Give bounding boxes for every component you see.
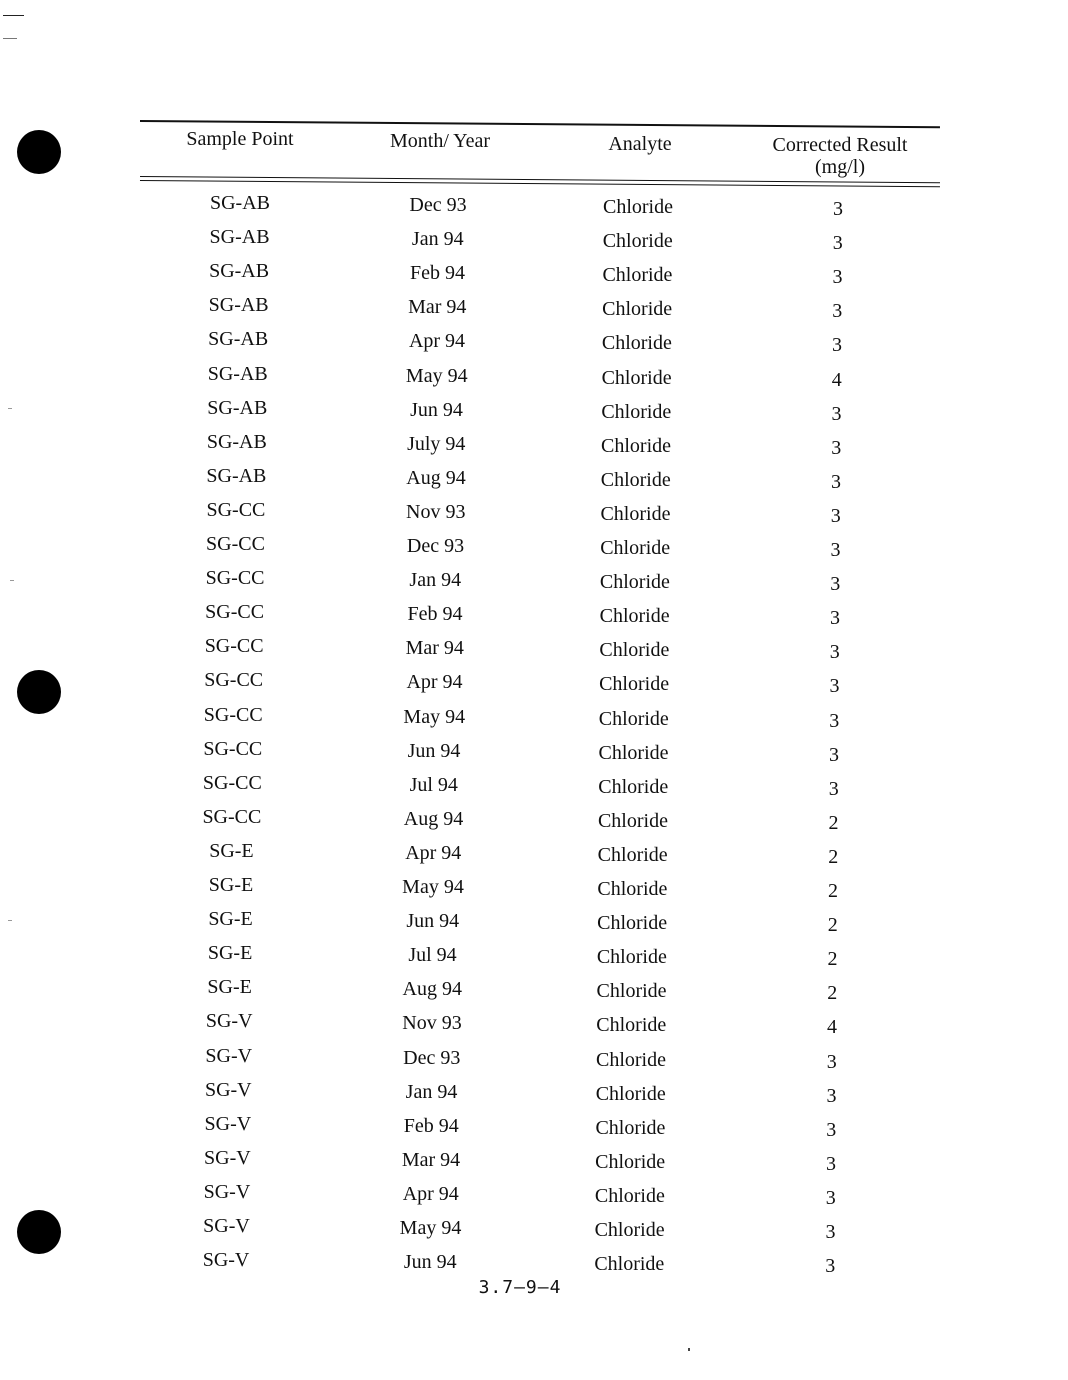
cell-analyte: Chloride [598, 707, 669, 730]
cell-sample-point: SG-V [202, 1249, 250, 1272]
cell-analyte: Chloride [596, 980, 667, 1003]
cell-corrected-result: 3 [828, 777, 839, 800]
cell-analyte: Chloride [596, 1048, 666, 1071]
cell-corrected-result: 2 [828, 845, 839, 868]
cell-month-year: Nov 93 [406, 500, 466, 523]
cell-month-year: Jan 94 [411, 228, 464, 251]
cell-corrected-result: 3 [830, 504, 841, 527]
table-row [0, 397, 1068, 431]
cell-corrected-result: 3 [830, 607, 840, 630]
cell-corrected-result: 3 [829, 641, 840, 664]
cell-corrected-result: 2 [827, 914, 838, 937]
cell-analyte: Chloride [597, 912, 668, 935]
cell-month-year: Aug 94 [403, 807, 464, 830]
cell-month-year: Feb 94 [407, 603, 463, 626]
cell-analyte: Chloride [594, 1184, 665, 1207]
cell-sample-point: SG-AB [208, 294, 269, 317]
cell-month-year: Dec 93 [403, 1046, 461, 1069]
cell-sample-point: SG-CC [203, 737, 263, 760]
table-row [0, 499, 1068, 533]
cell-sample-point: SG-E [207, 942, 253, 965]
table-row [0, 635, 1068, 669]
table-row [0, 192, 1068, 226]
cell-sample-point: SG-V [204, 1146, 251, 1169]
cell-month-year: Apr 94 [406, 671, 463, 694]
cell-analyte: Chloride [601, 332, 672, 355]
cell-analyte: Chloride [594, 1219, 665, 1241]
cell-analyte: Chloride [599, 605, 670, 628]
cell-sample-point: SG-CC [206, 533, 265, 555]
table-row [0, 1215, 1068, 1249]
header-month-year: Month/ Year [389, 130, 490, 152]
cell-month-year: Jan 94 [409, 569, 462, 592]
table-row [0, 874, 1068, 908]
cell-analyte: Chloride [601, 400, 672, 423]
cell-analyte: Chloride [595, 1116, 666, 1139]
table-row [0, 942, 1068, 976]
table-row [0, 1010, 1068, 1044]
cell-analyte: Chloride [594, 1253, 665, 1276]
cell-sample-point: SG-AB [209, 192, 270, 214]
table-row [0, 669, 1068, 703]
table-row [0, 465, 1068, 499]
cell-analyte: Chloride [600, 468, 671, 491]
cell-corrected-result: 3 [829, 709, 840, 732]
cell-sample-point: SG-AB [206, 464, 267, 487]
cell-analyte: Chloride [600, 537, 671, 559]
cell-month-year: Mar 94 [405, 637, 464, 660]
table-row [0, 806, 1068, 840]
table-row [0, 226, 1068, 260]
table-row [0, 976, 1068, 1010]
cell-corrected-result: 3 [831, 402, 842, 425]
cell-month-year: Jun 94 [407, 739, 461, 762]
cell-month-year: May 94 [402, 876, 464, 898]
cell-sample-point: SG-CC [206, 498, 266, 521]
cell-analyte: Chloride [601, 366, 672, 389]
header-analyte: Analyte [608, 133, 672, 155]
cell-corrected-result: 3 [826, 1084, 837, 1107]
cell-sample-point: SG-CC [203, 703, 263, 726]
header-corrected-result-line1: Corrected Result [772, 134, 908, 156]
cell-sample-point: SG-CC [202, 805, 262, 828]
cell-analyte: Chloride [595, 1150, 666, 1173]
cell-analyte: Chloride [599, 639, 670, 662]
table-row [0, 328, 1068, 362]
cell-corrected-result: 3 [831, 470, 841, 493]
cell-month-year: May 94 [405, 364, 468, 387]
cell-corrected-result: 2 [828, 880, 838, 902]
cell-corrected-result: 3 [830, 539, 841, 561]
cell-sample-point: SG-V [203, 1215, 250, 1237]
cell-month-year: July 94 [407, 432, 466, 455]
header-sample-point: Sample Point [186, 128, 294, 150]
cell-sample-point: SG-E [208, 874, 254, 896]
cell-sample-point: SG-V [203, 1180, 251, 1203]
cell-month-year: Aug 94 [406, 466, 466, 489]
cell-month-year: Jul 94 [409, 773, 458, 796]
table-row [0, 704, 1068, 738]
cell-analyte: Chloride [596, 1014, 667, 1037]
table-row [0, 1181, 1068, 1215]
cell-analyte: Chloride [603, 196, 673, 218]
cell-analyte: Chloride [595, 1082, 666, 1105]
cell-month-year: Dec 93 [409, 194, 467, 216]
cell-corrected-result: 3 [830, 573, 841, 596]
cell-corrected-result: 3 [826, 1152, 836, 1175]
cell-month-year: Jun 94 [410, 398, 463, 421]
cell-month-year: Jun 94 [403, 1251, 457, 1274]
cell-sample-point: SG-AB [206, 430, 267, 453]
cell-sample-point: SG-AB [207, 362, 268, 385]
cell-month-year: Aug 94 [402, 978, 462, 1001]
cell-analyte: Chloride [597, 878, 668, 900]
cell-corrected-result: 3 [831, 436, 842, 459]
table-row [0, 1147, 1068, 1181]
cell-month-year: Apr 94 [402, 1182, 459, 1205]
cell-sample-point: SG-V [204, 1078, 252, 1101]
cell-analyte: Chloride [602, 298, 673, 321]
page-number: 3.7–9–4 [478, 1277, 562, 1298]
table-row [0, 363, 1068, 397]
cell-corrected-result: 3 [829, 675, 840, 698]
cell-corrected-result: 3 [826, 1050, 837, 1073]
cell-month-year: Jun 94 [406, 910, 460, 933]
table-row [0, 738, 1068, 772]
cell-sample-point: SG-AB [208, 328, 269, 351]
table-row [0, 840, 1068, 874]
table-row [0, 1079, 1068, 1113]
cell-sample-point: SG-CC [202, 771, 262, 794]
cell-corrected-result: 2 [828, 811, 839, 834]
cell-sample-point: SG-AB [209, 260, 270, 283]
table-row [0, 431, 1068, 465]
table-row [0, 567, 1068, 601]
cell-sample-point: SG-CC [205, 601, 265, 624]
cell-sample-point: SG-AB [209, 226, 270, 249]
cell-month-year: Jul 94 [408, 944, 457, 967]
cell-month-year: Dec 93 [406, 535, 465, 557]
cell-corrected-result: 3 [832, 266, 843, 289]
cell-analyte: Chloride [602, 264, 673, 287]
cell-sample-point: SG-E [208, 908, 253, 931]
cell-month-year: May 94 [399, 1217, 462, 1239]
cell-corrected-result: 3 [826, 1118, 837, 1141]
cell-analyte: Chloride [599, 571, 670, 594]
cell-month-year: Jan 94 [405, 1080, 458, 1103]
cell-analyte: Chloride [597, 809, 668, 832]
cell-analyte: Chloride [601, 434, 672, 457]
cell-analyte: Chloride [598, 775, 669, 798]
cell-corrected-result: 4 [827, 1016, 837, 1039]
cell-analyte: Chloride [598, 741, 669, 764]
table-row [0, 294, 1068, 328]
cell-month-year: Nov 93 [402, 1012, 462, 1035]
cell-sample-point: SG-E [209, 839, 254, 862]
cell-sample-point: SG-V [205, 1044, 253, 1067]
cell-month-year: Feb 94 [410, 262, 465, 285]
cell-month-year: Mar 94 [408, 296, 467, 319]
table-row [0, 533, 1068, 567]
cell-month-year: Feb 94 [403, 1114, 459, 1137]
cell-corrected-result: 3 [825, 1255, 836, 1278]
cell-analyte: Chloride [600, 502, 671, 525]
cell-sample-point: SG-CC [205, 567, 265, 590]
cell-analyte: Chloride [596, 946, 667, 969]
cell-month-year: May 94 [403, 705, 466, 728]
cell-corrected-result: 2 [827, 982, 838, 1005]
cell-analyte: Chloride [597, 843, 668, 866]
cell-corrected-result: 3 [829, 743, 839, 766]
table-row [0, 260, 1068, 294]
cell-corrected-result: 4 [831, 368, 842, 391]
cell-sample-point: SG-CC [204, 635, 264, 658]
table-row [0, 601, 1068, 635]
cell-corrected-result: 3 [825, 1221, 836, 1243]
cell-corrected-result: 3 [825, 1186, 836, 1209]
cell-sample-point: SG-V [205, 1010, 253, 1033]
cell-sample-point: SG-E [207, 976, 252, 999]
cell-sample-point: SG-CC [204, 669, 264, 692]
cell-analyte: Chloride [599, 673, 670, 696]
header-corrected-result-units: (mg/l) [815, 156, 865, 178]
table-row [0, 908, 1068, 942]
cell-month-year: Mar 94 [401, 1148, 461, 1171]
cell-sample-point: SG-V [204, 1112, 252, 1135]
cell-corrected-result: 2 [827, 948, 838, 971]
cell-analyte: Chloride [602, 230, 673, 253]
cell-corrected-result: 3 [832, 300, 843, 323]
cell-month-year: Apr 94 [405, 841, 462, 864]
cell-corrected-result: 3 [832, 334, 842, 357]
cell-month-year: Apr 94 [408, 330, 466, 353]
cell-corrected-result: 3 [833, 198, 843, 220]
table-row [0, 1045, 1068, 1079]
cell-sample-point: SG-AB [207, 396, 268, 419]
table-row [0, 772, 1068, 806]
cell-corrected-result: 3 [832, 232, 843, 255]
table-row [0, 1113, 1068, 1147]
